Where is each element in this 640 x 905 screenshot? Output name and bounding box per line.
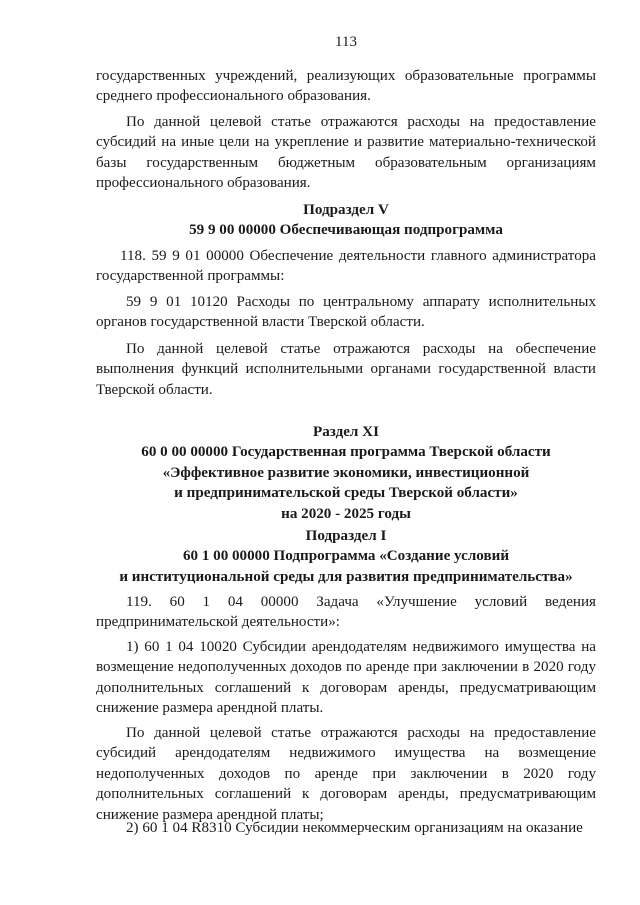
page-number: 113: [335, 34, 357, 50]
subsection-i-code: 60 1 00 00000 Подпрограмма «Создание условий: [182, 548, 510, 565]
paragraph-119: 119. 60 1 04 00000 Задача «Улучшение условий ведения предпринимательской деятельности»:: [96, 594, 596, 631]
subsection-i-name: и институциональной среды для развития предпринимательства»: [119, 568, 573, 585]
paragraph-subitem-2: 2) 60 1 04 R8310 Субсидии некоммерческим организациям на оказание: [126, 820, 583, 836]
document-page: [96, 0, 596, 905]
section-xi-name-line1: «Эффективное развитие экономики, инвестиционной: [162, 464, 530, 481]
paragraph-118: [96, 246, 596, 287]
subsection-v-title: Подраздел V: [303, 202, 389, 218]
section-xi-code: 60 0 00 00000 Государственная программа Тверской области: [141, 444, 551, 461]
subsection-i-title: Подраздел I: [305, 528, 387, 544]
paragraph-subitem-1-desc: По данной целевой статье отражаются расходы на предоставление субсидий арендодателям недвижимого имущества на возмещение недополученных доходов по аренде при заключении в 2020 году дополнительных соглашений к договорам аренды, предусматривающим снижение размера арендной платы;: [96, 725, 596, 823]
paragraph-central-apparatus: 59 9 01 10120 Расходы по центральному аппарату исполнительных органов государственной власти Тверской области.: [96, 294, 596, 331]
subsection-v-code: 59 9 00 00000 Обеспечивающая подпрограмма: [189, 222, 503, 239]
paragraph-continuation: государственных учреждений, реализующих образовательные программы среднего профессионального образования.: [96, 68, 596, 105]
paragraph-subitem-1: 1) 60 1 04 10020 Субсидии арендодателям недвижимого имущества на возмещение недополученных доходов по аренде при заключении в 2020 году дополнительных соглашений к договорам аренды, предусматривающим снижение размера арендной платы.: [96, 639, 596, 717]
paragraph-118-line1: 118. 59 9 01 00000 Обеспечение деятельности главного администратора: [120, 248, 596, 264]
section-xi-title: Раздел XI: [313, 424, 379, 440]
paragraph-subsidy-description: По данной целевой статье отражаются расходы на предоставление субсидий на иные цели на укрепление и развитие материально-технической базы государственным бюджетным образовательным организациям профессионального образования.: [96, 114, 596, 192]
section-xi-heading: [96, 422, 596, 524]
section-xi-name-line2: и предпринимательской среды Тверской области»: [174, 485, 518, 502]
subsection-v-heading: [96, 200, 596, 241]
paragraph-118-line2: государственной программы:: [96, 268, 285, 285]
section-xi-years: на 2020 - 2025 годы: [281, 505, 411, 522]
paragraph-central-apparatus-desc: По данной целевой статье отражаются расходы на обеспечение выполнения функций исполнительными органами государственной власти Тверской области.: [96, 341, 596, 398]
subsection-i-heading: [96, 526, 596, 587]
